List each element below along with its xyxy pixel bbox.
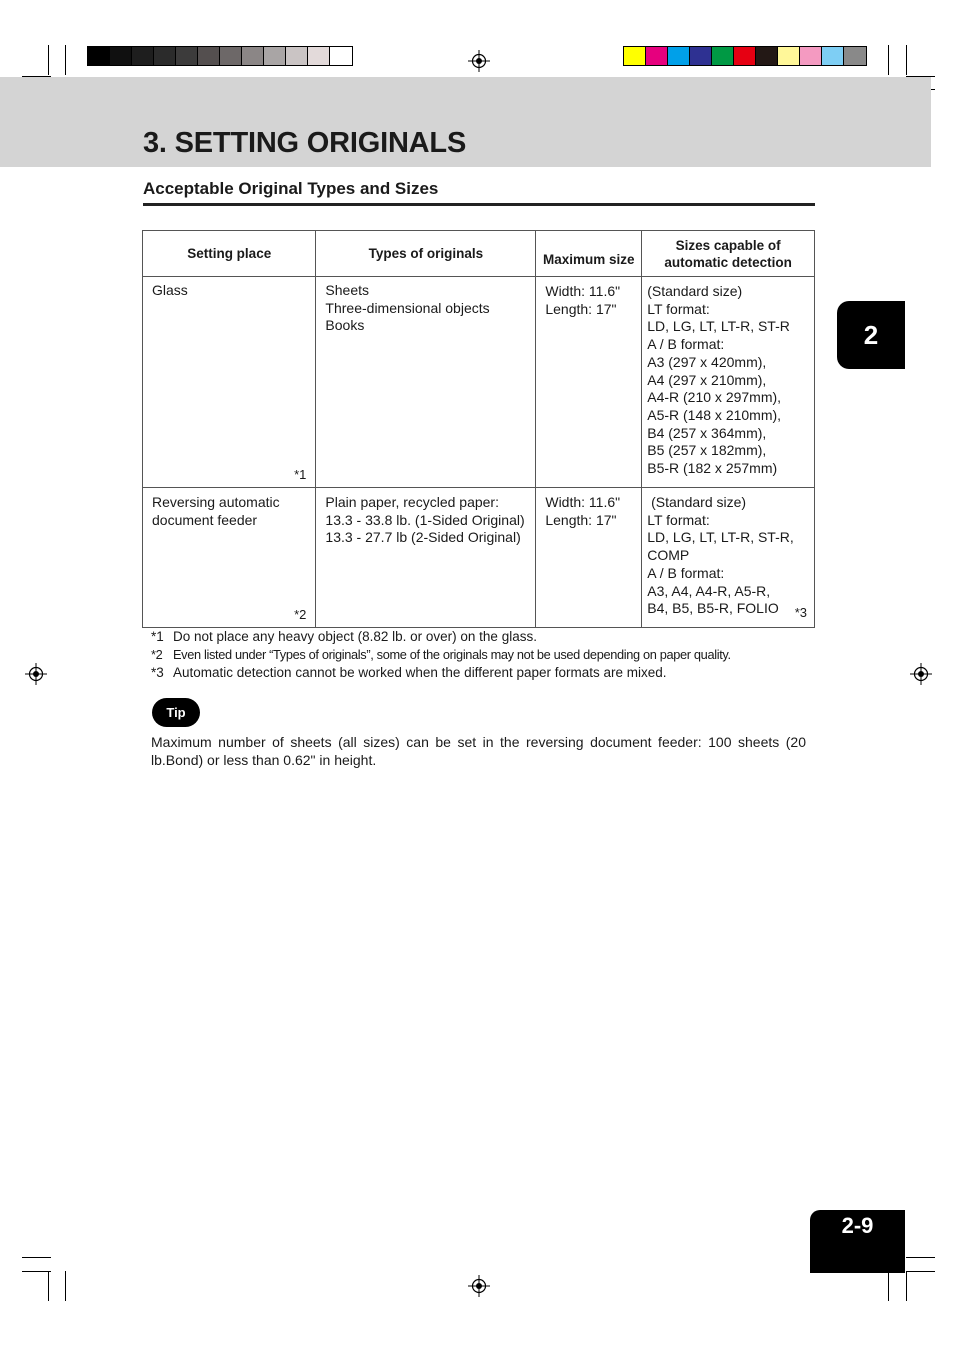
tip-text: Maximum number of sheets (all sizes) can be set in the reversing document feeder: 100 sheets (20 lb.Bond) or less than 0.62" in height. <box>151 734 806 768</box>
page-number: 2-9 <box>810 1210 905 1273</box>
footnote-item <box>151 628 731 646</box>
footnote-mark: *1 <box>151 629 164 644</box>
cell-setting-place <box>143 277 316 488</box>
type-line: Books <box>325 317 365 334</box>
color-swatch <box>844 47 866 65</box>
max-size-line: Width: 11.6" <box>545 494 621 510</box>
footnote-mark: *3 <box>151 665 164 680</box>
max-size-line: Width: 11.6" <box>545 283 621 299</box>
cell-types <box>316 488 536 628</box>
auto-detect-line: A / B format: <box>647 336 725 353</box>
auto-detect-line: A3 (297 x 420mm), <box>647 353 767 370</box>
section-heading: Acceptable Original Types and Sizes <box>143 179 439 198</box>
header-auto-detect <box>642 231 815 277</box>
process-color-bar <box>623 46 867 66</box>
page-title: 3. SETTING ORIGINALS <box>143 127 467 159</box>
auto-detect-line: LD, LG, LT, LT-R, ST-R, <box>647 529 794 546</box>
auto-detect-line: A3, A4, A4-R, A5-R, <box>647 582 771 599</box>
auto-detect-line: LT format: <box>647 300 710 317</box>
color-swatch <box>198 47 220 65</box>
cell-setting-place <box>143 488 316 628</box>
footnotes <box>151 628 731 682</box>
color-swatch <box>110 47 132 65</box>
section-divider <box>143 203 815 206</box>
cell-auto-detect <box>642 277 815 488</box>
auto-detect-line: B5 (257 x 182mm), <box>647 442 767 459</box>
auto-detect-line: B4, B5, B5-R, FOLIO <box>647 600 779 617</box>
color-swatch <box>220 47 242 65</box>
setting-place-text: Reversing automatic <box>152 494 280 510</box>
color-swatch <box>690 47 712 65</box>
auto-detect-line: LD, LG, LT, LT-R, ST-R <box>647 318 790 335</box>
color-swatch <box>308 47 330 65</box>
max-size-line: Length: 17" <box>545 511 617 528</box>
footnote-item <box>151 664 731 682</box>
max-size-line: Length: 17" <box>545 300 617 317</box>
footnote-ref: *2 <box>294 607 307 623</box>
footnote-ref: *3 <box>794 605 807 621</box>
auto-detect-line: A4-R (210 x 297mm), <box>647 389 782 406</box>
footnote-mark: *2 <box>151 647 163 662</box>
table-header-row <box>143 231 815 277</box>
auto-detect-line: A / B format: <box>647 564 725 581</box>
cell-max-size <box>536 488 642 628</box>
type-line: Sheets <box>325 282 370 298</box>
header-max-size: Maximum size <box>536 231 642 277</box>
auto-detect-line: COMP <box>647 547 690 564</box>
table-row-glass <box>143 277 815 488</box>
auto-detect-line: (Standard size) <box>647 283 743 299</box>
auto-detect-line: A4 (297 x 210mm), <box>647 371 767 388</box>
header-types: Types of originals <box>316 231 536 277</box>
auto-detect-line: (Standard size) <box>647 494 747 510</box>
table-row-document-feeder <box>143 488 815 628</box>
setting-place-text: Glass <box>152 282 188 298</box>
gray-scale-bar <box>87 46 353 66</box>
color-swatch <box>668 47 690 65</box>
color-swatch <box>734 47 756 65</box>
color-swatch <box>154 47 176 65</box>
registration-mark-icon <box>25 663 47 685</box>
color-swatch <box>286 47 308 65</box>
auto-detect-line: A5-R (148 x 210mm), <box>647 406 782 423</box>
originals-table <box>142 230 815 628</box>
setting-place-text: document feeder <box>152 511 258 528</box>
footnote-text: Automatic detection cannot be worked when the different paper formats are mixed. <box>173 665 667 680</box>
auto-detect-line: B5-R (182 x 257mm) <box>647 460 778 477</box>
color-swatch <box>624 47 646 65</box>
color-swatch <box>88 47 110 65</box>
color-swatch <box>132 47 154 65</box>
color-swatch <box>176 47 198 65</box>
footnote-item <box>151 646 731 664</box>
type-line: Plain paper, recycled paper: <box>325 494 499 510</box>
color-swatch <box>330 47 352 65</box>
color-swatch <box>646 47 668 65</box>
header-auto-detect-line: automatic detection <box>664 254 792 270</box>
auto-detect-line: LT format: <box>647 511 710 528</box>
header-setting-place: Setting place <box>143 231 316 277</box>
cell-auto-detect <box>642 488 815 628</box>
color-swatch <box>264 47 286 65</box>
cell-types <box>316 277 536 488</box>
color-swatch <box>756 47 778 65</box>
header-auto-detect-line: Sizes capable of <box>675 237 781 253</box>
chapter-tab: 2 <box>837 301 905 369</box>
footnote-text: Even listed under “Types of originals”, some of the originals may not be used depending on paper quality. <box>173 647 731 662</box>
type-line: Three-dimensional objects <box>325 299 490 316</box>
registration-mark-icon <box>468 50 490 72</box>
auto-detect-line: B4 (257 x 364mm), <box>647 424 767 441</box>
color-swatch <box>800 47 822 65</box>
color-swatch <box>242 47 264 65</box>
color-swatch <box>778 47 800 65</box>
registration-mark-icon <box>910 663 932 685</box>
registration-mark-icon <box>468 1275 490 1297</box>
type-line: 13.3 - 33.8 lb. (1-Sided Original) <box>325 511 525 528</box>
type-line: 13.3 - 27.7 lb (2-Sided Original) <box>325 529 521 546</box>
footnote-text: Do not place any heavy object (8.82 lb. or over) on the glass. <box>173 629 537 644</box>
color-swatch <box>822 47 844 65</box>
cell-max-size <box>536 277 642 488</box>
footnote-ref: *1 <box>294 467 307 483</box>
color-swatch <box>712 47 734 65</box>
tip-badge: Tip <box>152 698 200 727</box>
